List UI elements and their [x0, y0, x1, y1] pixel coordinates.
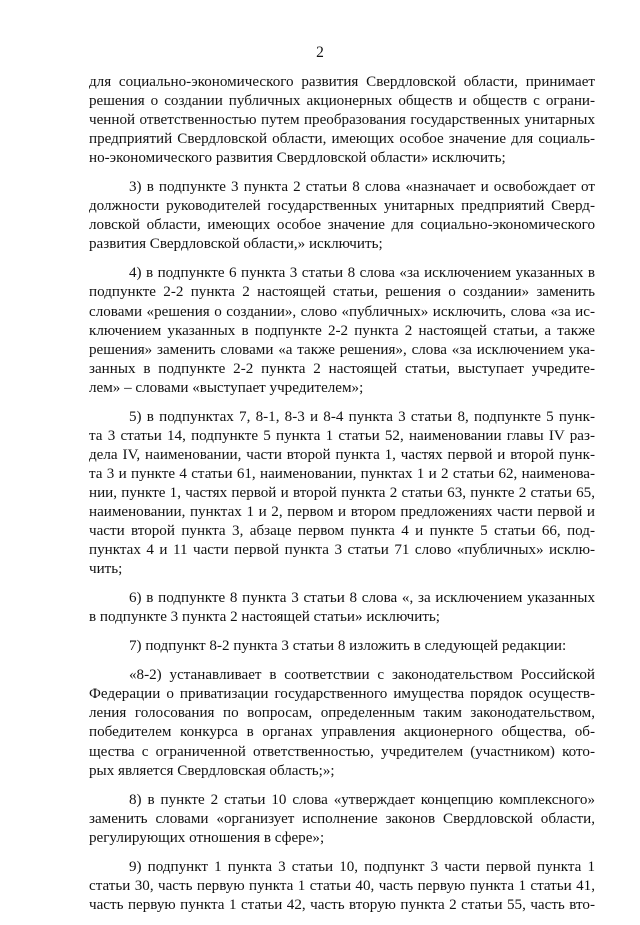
paragraph — [89, 858, 595, 915]
text-line: часть первую пункта 1 статьи 42, часть вторую пункта 2 статьи 55, часть вто- — [89, 896, 595, 913]
paragraph — [89, 666, 595, 780]
paragraph — [89, 637, 595, 656]
text-line: дела IV, наименовании, части второй пункта 1, частях первой и второй пунк- — [89, 446, 595, 463]
text-line: нии, пункте 1, частях первой и второй пункта 2 статьи 63, пункте 2 статьи 65, — [89, 484, 595, 501]
page-number: 2 — [316, 44, 324, 61]
text-line: статьи 30, часть первую пункта 1 статьи 40, часть первую пункта 1 статьи 41, — [89, 877, 595, 894]
text-line: 9) подпункт 1 пункта 3 статьи 10, подпункт 3 части первой пункта 1 — [129, 858, 595, 875]
text-line: регулирующих отношения в сфере»; — [89, 829, 325, 846]
paragraph — [89, 589, 595, 627]
text-line: но-экономического развития Свердловской области» исключить; — [89, 150, 506, 167]
text-line: рых является Свердловская область;»; — [89, 762, 335, 779]
paragraph — [89, 178, 595, 254]
text-line: та 3 и пункте 4 статьи 61, наименовании, пунктах 1 и 2 статьи 62, наименова- — [89, 465, 595, 482]
paragraph — [89, 73, 595, 168]
text-line: решения» заменить словами «а также решения», слова «за исключением ука- — [89, 341, 595, 358]
text-line: ключением указанных в подпункте 2-2 пункта 2 настоящей статьи, а также — [89, 322, 595, 339]
paragraph — [89, 408, 595, 579]
text-line: пунктах 4 и 11 части первой пункта 3 статьи 71 слово «публичных» исклю- — [89, 542, 595, 559]
text-line: 3) в подпункте 3 пункта 2 статьи 8 слова «назначает и освобождает от — [129, 179, 595, 196]
text-line: 6) в подпункте 8 пункта 3 статьи 8 слова «, за исключением указанных — [129, 590, 595, 607]
text-line: щества с ограниченной ответственностью, учредителем (участником) кото- — [89, 743, 595, 760]
text-line: должности руководителей государственных унитарных предприятий Сверд- — [89, 198, 595, 215]
text-line: ления голосования по вопросам, определенным таким законодательством, — [89, 705, 595, 722]
text-line: ченной ответственностью путем преобразования государственных унитарных — [89, 112, 595, 129]
text-line: части второй пункта 3, абзаце первом пункта 4 и пункте 5 статьи 66, под- — [89, 523, 595, 540]
paragraph — [89, 264, 595, 397]
text-line: решения о создании публичных акционерных обществ и обществ с ограни- — [89, 93, 595, 110]
text-line: 4) в подпункте 6 пункта 3 статьи 8 слова «за исключением указанных в — [129, 265, 595, 282]
text-line: «8-2) устанавливает в соответствии с законодательством Российской — [129, 667, 595, 684]
text-line: для социально-экономического развития Свердловской области, принимает — [89, 74, 595, 90]
paragraph — [89, 791, 595, 848]
text-line: занных в подпункте 2-2 пункта 2 настоящей статьи, выступает учредите- — [89, 360, 595, 377]
text-line: 7) подпункт 8-2 пункта 3 статьи 8 изложить в следующей редакции: — [129, 638, 567, 655]
document-body — [89, 73, 595, 925]
text-line: наименовании, пунктах 1 и 2, первом и втором предложениях части первой и — [89, 503, 595, 520]
text-line: заменить словами «организует исполнение законов Свердловской области, — [89, 810, 595, 827]
text-line: победителем конкурса в органах управления акционерного общества, об- — [89, 724, 595, 741]
text-line: словами «решения о создании», слово «публичных» исключить, слова «за ис- — [89, 303, 595, 320]
text-line: предприятий Свердловской области, имеющих особое значение для социаль- — [89, 131, 595, 148]
text-line: в подпункте 3 пункта 2 настоящей статьи» исключить; — [89, 609, 441, 626]
text-line: 5) в подпунктах 7, 8-1, 8-3 и 8-4 пункта 3 статьи 8, подпункте 5 пунк- — [129, 408, 595, 425]
text-line: ловской области, имеющих особое значение для социально-экономического — [89, 217, 595, 234]
text-line: подпункте 2-2 пункта 2 настоящей статьи, решения о создании» заменить — [89, 284, 595, 301]
text-line: Федерации о приватизации государственного имущества порядок осуществ- — [89, 686, 595, 703]
text-line: развития Свердловской области,» исключить; — [89, 236, 383, 253]
text-line: та 3 статьи 14, подпункте 5 пункта 1 статьи 52, наименовании главы IV раз- — [89, 427, 595, 444]
text-line: чить; — [89, 561, 123, 578]
text-line: лем» – словами «выступает учредителем»; — [89, 379, 364, 396]
text-line: 8) в пункте 2 статьи 10 слова «утверждает концепцию комплексного» — [129, 791, 595, 808]
